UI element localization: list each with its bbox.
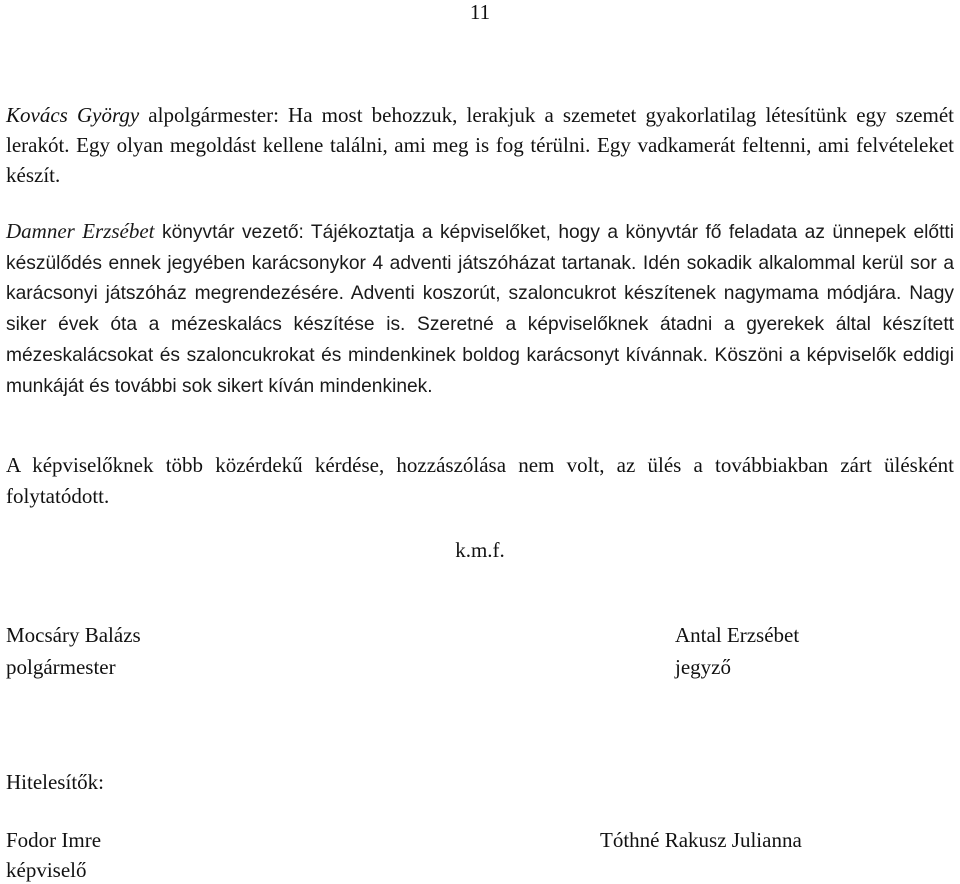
paragraph-kovacs: [6, 100, 954, 190]
kmf-label: k.m.f.: [455, 538, 505, 562]
authenticators-heading: Hitelesítők:: [6, 770, 104, 794]
mayor-name: Mocsáry Balázs: [6, 623, 141, 647]
notary-title: jegyző: [675, 655, 731, 679]
authenticator-left-title: képviselő: [6, 858, 87, 882]
mayor-title: polgármester: [6, 655, 116, 679]
paragraph-text: alpolgármester: Ha most behozzuk, lerakjuk a szemetet gyakorlatilag létesítünk egy szemét lerakót. Egy olyan megoldást kellene találni, ami meg is fog térülni. Egy vadkamerát feltenni, ami felvételeket készít.: [6, 103, 954, 187]
notary-name: Antal Erzsébet: [675, 623, 800, 647]
speaker-name: Kovács György: [6, 103, 140, 127]
authenticator-right-name: Tóthné Rakusz Julianna: [600, 828, 802, 852]
paragraph-closing: A képviselőknek több közérdekű kérdése, hozzászólása nem volt, az ülés a továbbiakban zárt ülésként folytatódott.: [6, 453, 954, 508]
paragraph-text: könyvtár vezető: Tájékoztatja a képviselőket, hogy a könyvtár fő feladata az ünnepek előtti készülődés ennek jegyében karácsonykor 4 adventi játszóházat tartanak. Idén sokadik alkalommal kerül sor a karácsonyi játszóház megrendezésére. Adventi koszorút, szaloncukrot készítenek nagymama módjára. Nagy siker évek óta a mézeskalács készítése is. Szeretné a képviselőknek átadni a gyerekek által készített mézeskalácsokat és szaloncukrokat és mindenkinek boldog karácsonyt kívánnak. Köszöni a képviselők eddigi munkáját és további sok sikert kíván mindenkinek.: [6, 222, 954, 397]
paragraph-damner: [6, 216, 954, 402]
page-number: 11: [469, 0, 491, 24]
speaker-name: Damner Erzsébet: [6, 219, 155, 243]
authenticator-left-name: Fodor Imre: [6, 828, 102, 852]
